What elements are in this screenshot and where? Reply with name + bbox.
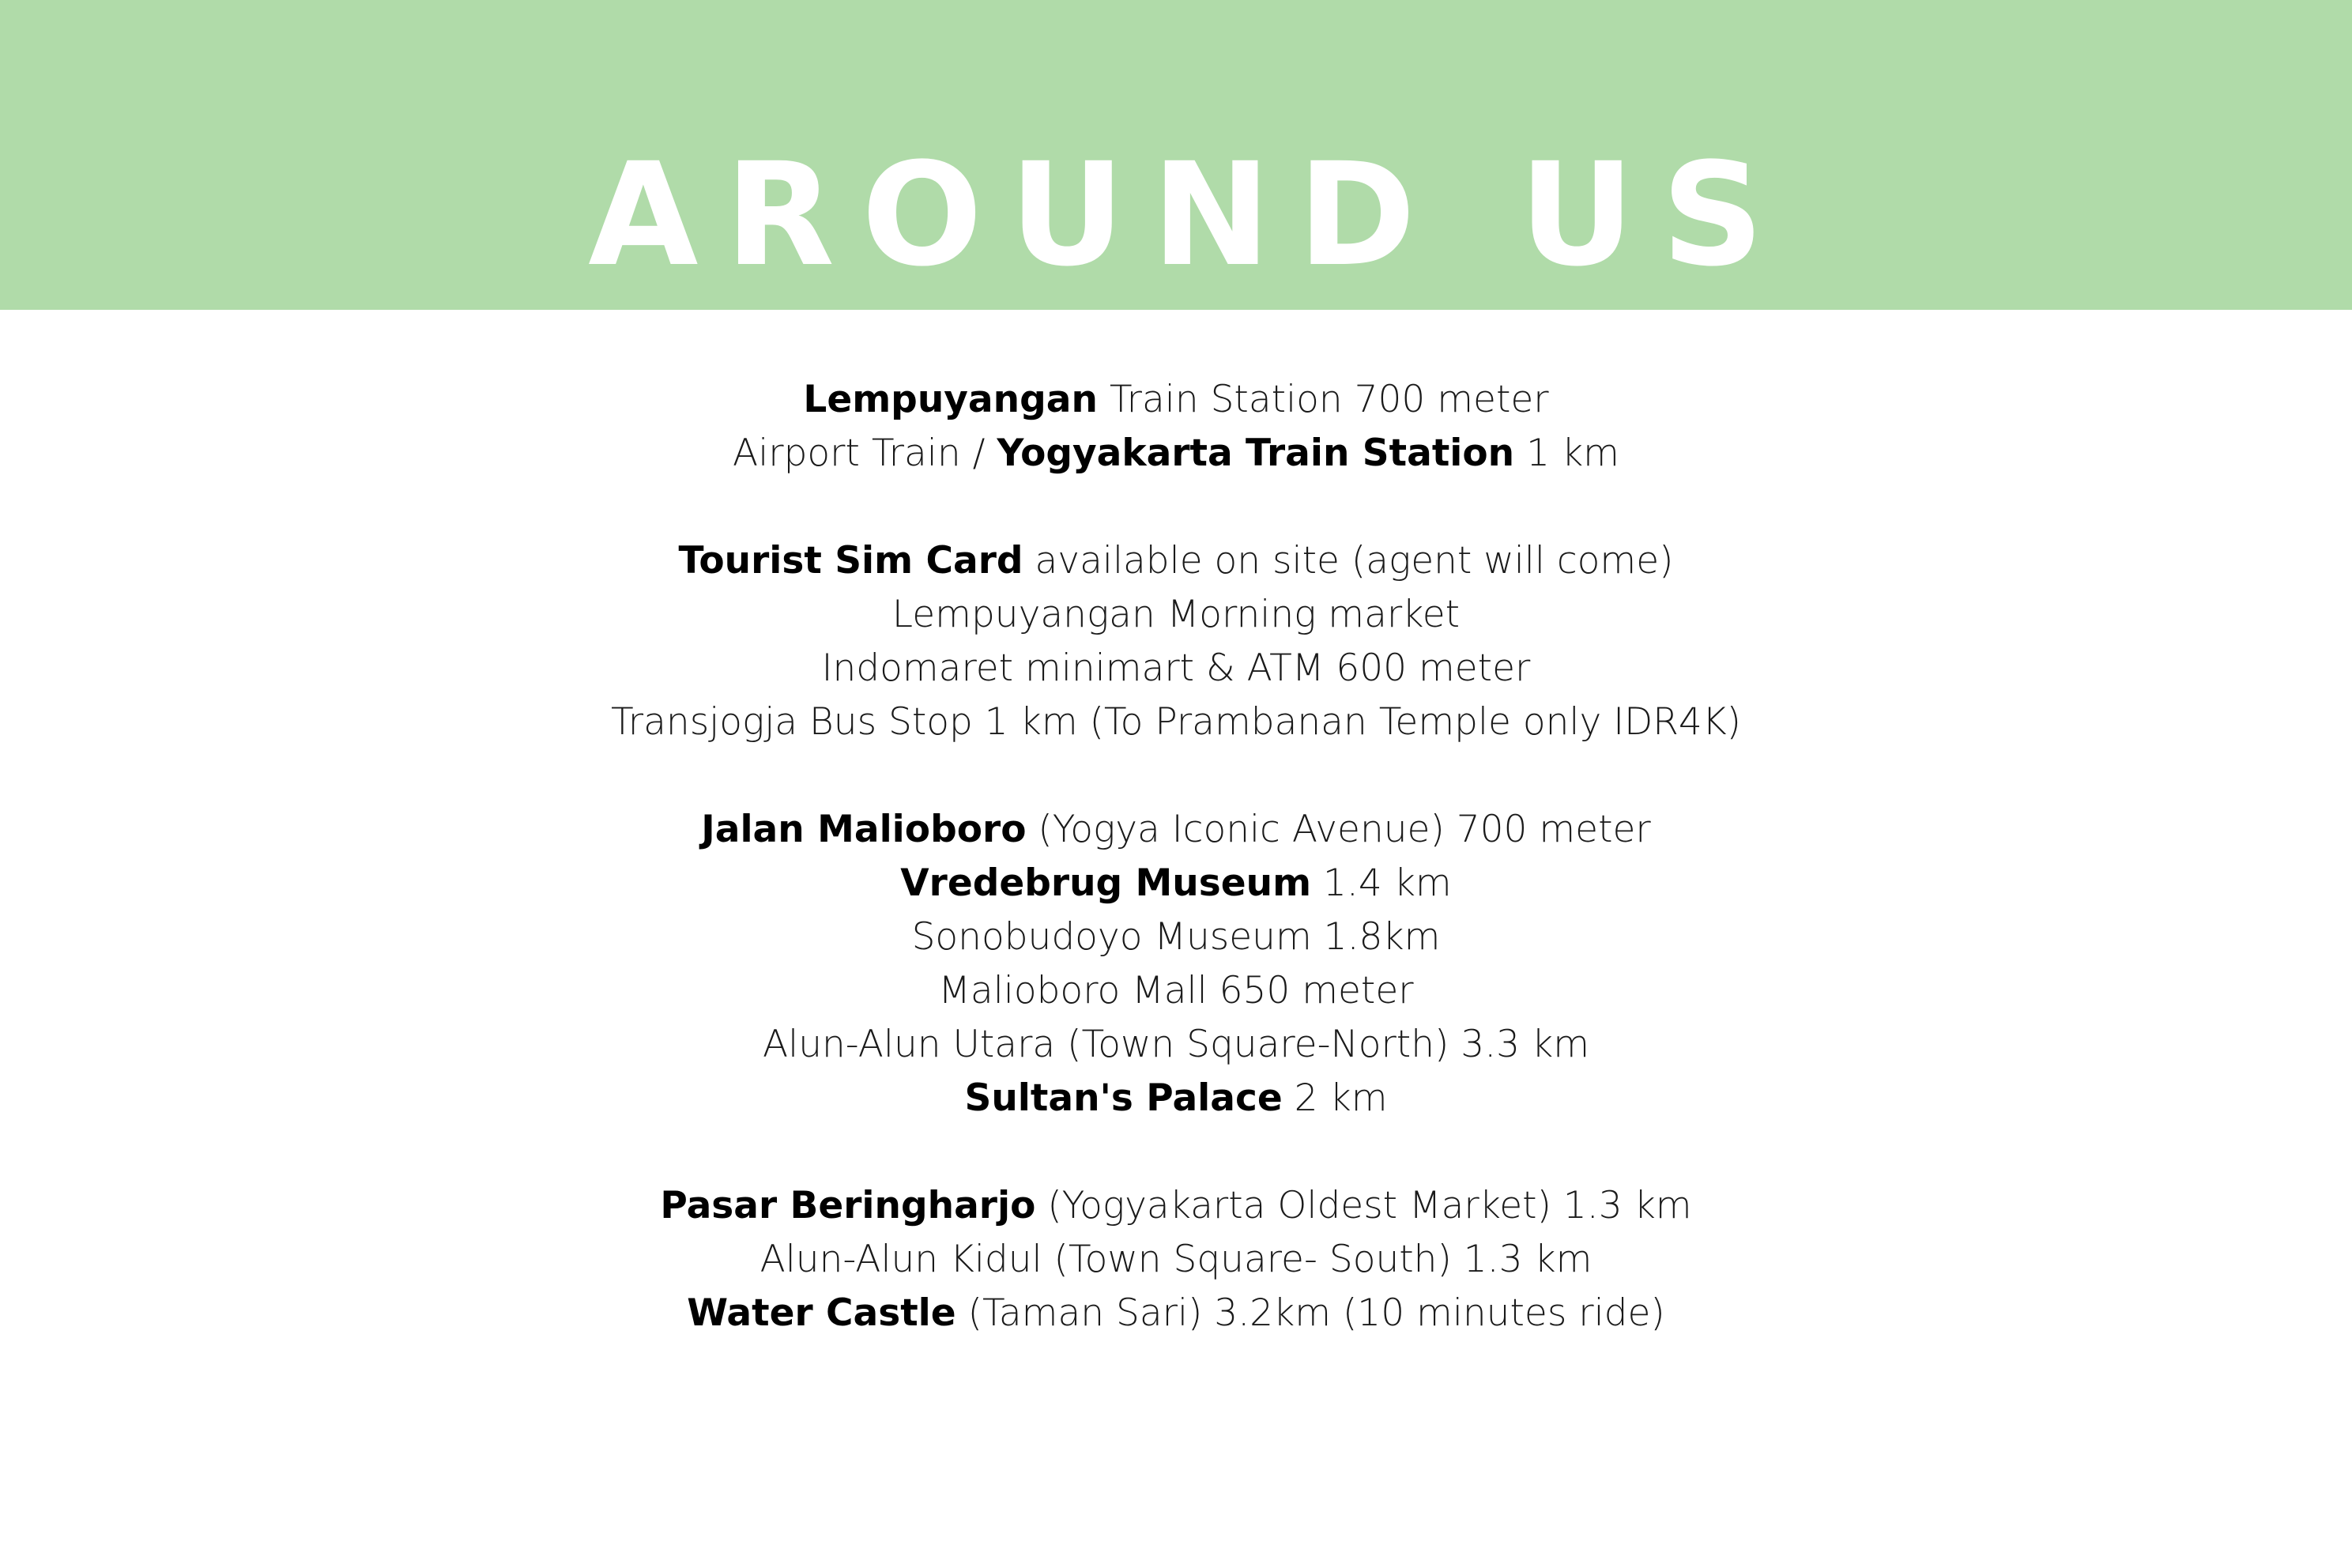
nearby-places-list xyxy=(0,373,2352,1340)
place-detail: available on site (agent will come) xyxy=(1023,539,1674,582)
page-title: AROUND US xyxy=(588,133,1791,298)
place-name: Jalan Malioboro xyxy=(701,808,1027,851)
place-detail: Alun-Alun Utara (Town Square-North) 3.3 km xyxy=(763,1023,1589,1066)
place-detail: Lempuyangan Morning market xyxy=(891,593,1461,636)
list-item xyxy=(0,642,2352,695)
place-name: Water Castle xyxy=(687,1291,956,1335)
place-detail: Transjogja Bus Stop 1 km (To Prambanan Temple only IDR4K) xyxy=(610,700,1741,744)
list-item xyxy=(0,857,2352,910)
place-prefix: Airport Train / xyxy=(733,432,997,475)
list-item xyxy=(0,1072,2352,1125)
group-spacer xyxy=(0,481,2352,534)
list-item xyxy=(0,803,2352,857)
list-item xyxy=(0,695,2352,749)
list-item xyxy=(0,1179,2352,1233)
list-item xyxy=(0,373,2352,427)
list-item xyxy=(0,1287,2352,1340)
place-detail: (Taman Sari) 3.2km (10 minutes ride) xyxy=(956,1291,1665,1335)
place-detail: Indomaret minimart & ATM 600 meter xyxy=(821,646,1531,690)
place-name: Pasar Beringharjo xyxy=(660,1184,1036,1227)
list-item xyxy=(0,427,2352,481)
list-item xyxy=(0,588,2352,642)
place-detail: Alun-Alun Kidul (Town Square- South) 1.3 km xyxy=(760,1238,1592,1281)
place-name: Lempuyangan xyxy=(803,378,1098,421)
header-banner xyxy=(0,0,2352,310)
group-spacer xyxy=(0,1125,2352,1179)
list-item xyxy=(0,964,2352,1018)
list-item xyxy=(0,534,2352,588)
place-name: Sultan's Palace xyxy=(964,1076,1283,1120)
place-detail: (Yogya Iconic Avenue) 700 meter xyxy=(1026,808,1651,851)
place-detail: 1.4 km xyxy=(1311,861,1452,905)
place-detail: Malioboro Mall 650 meter xyxy=(938,969,1414,1012)
place-detail: (Yogyakarta Oldest Market) 1.3 km xyxy=(1035,1184,1692,1227)
place-name: Yogyakarta Train Station xyxy=(997,432,1515,475)
place-detail: Train Station 700 meter xyxy=(1097,378,1549,421)
place-name: Tourist Sim Card xyxy=(678,539,1023,582)
list-item xyxy=(0,1018,2352,1072)
place-detail: Sonobudoyo Museum 1.8km xyxy=(911,915,1441,959)
list-item xyxy=(0,1233,2352,1287)
group-spacer xyxy=(0,749,2352,803)
place-name: Vredebrug Museum xyxy=(900,861,1312,905)
place-detail: 2 km xyxy=(1282,1076,1388,1120)
place-detail: 1 km xyxy=(1514,432,1619,475)
list-item xyxy=(0,910,2352,964)
